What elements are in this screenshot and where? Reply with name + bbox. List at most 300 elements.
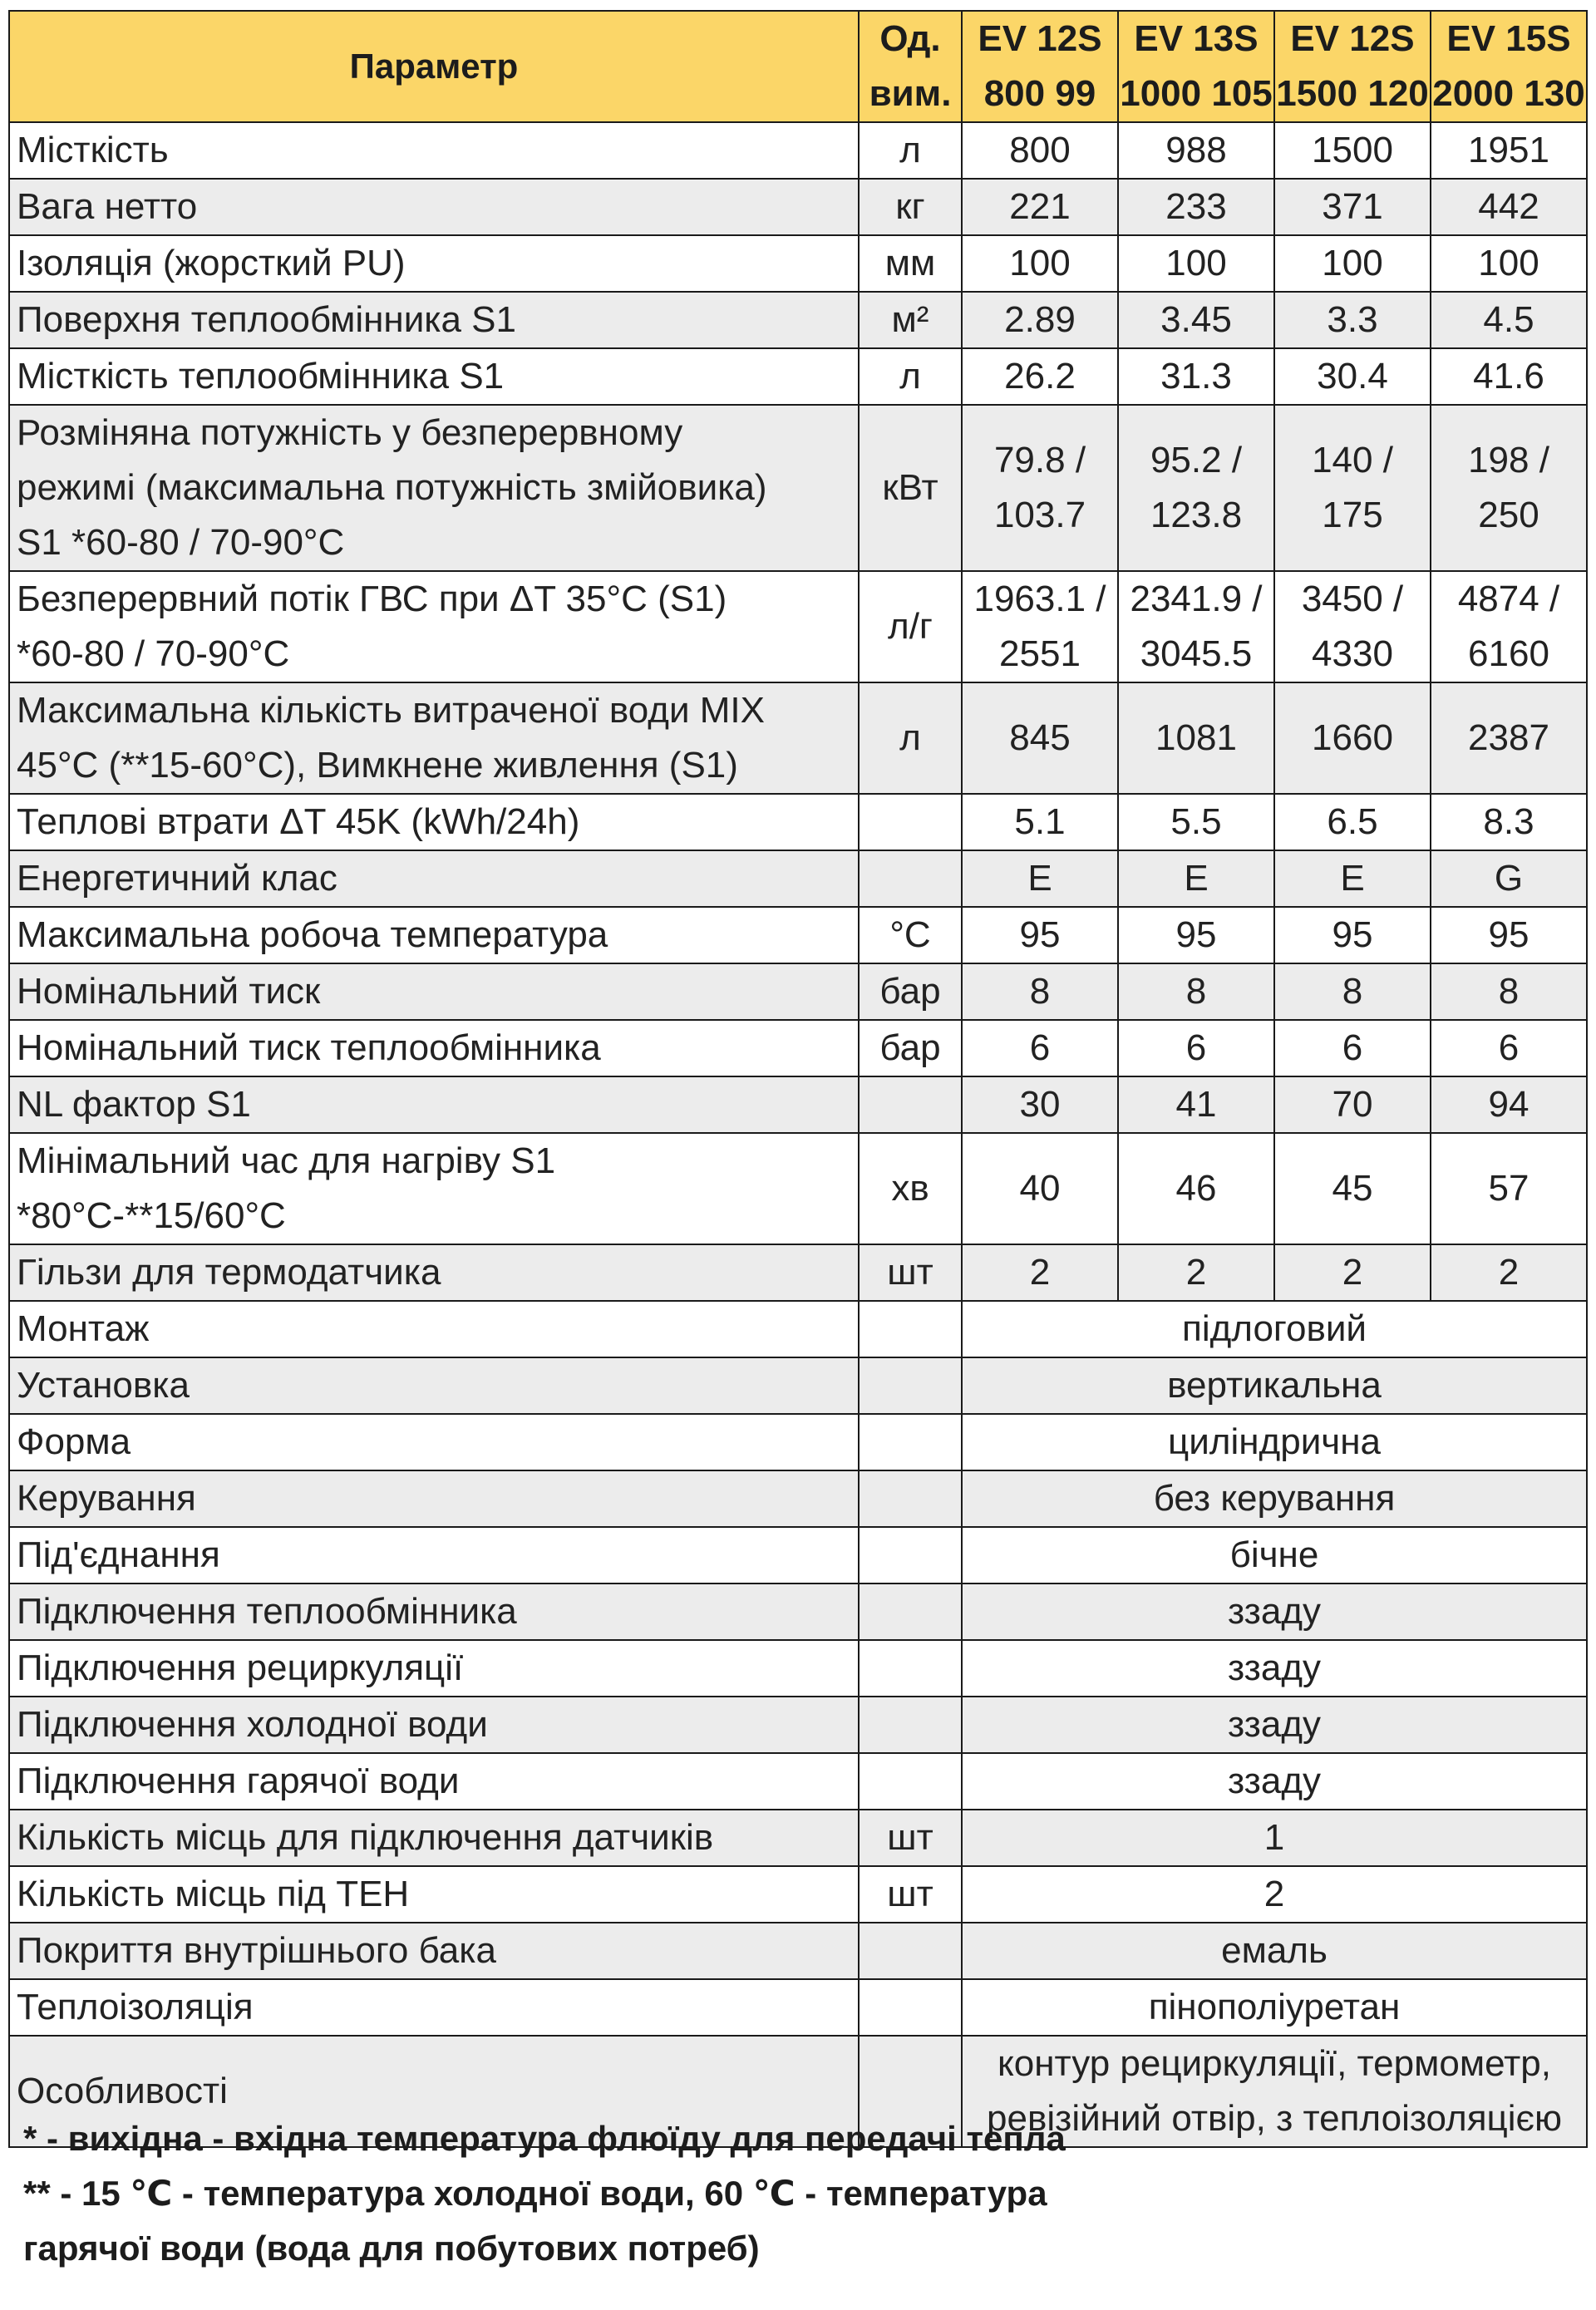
value-cell: [1274, 1076, 1431, 1133]
value-text: 103.7: [993, 495, 1086, 535]
value-text: без керування: [1153, 1478, 1396, 1519]
value-cell: [1274, 682, 1431, 794]
header-model-code: 800 99: [983, 73, 1096, 114]
value-cell: [1118, 907, 1274, 963]
table-row: [9, 907, 1587, 963]
table-row: [9, 850, 1587, 907]
param-text: Форма: [17, 1421, 131, 1462]
value-text: емаль: [1221, 1930, 1328, 1971]
unit-cell: л: [859, 348, 962, 405]
value-text: 442: [1478, 186, 1539, 227]
value-cell: [1118, 179, 1274, 235]
value-text: 41: [1175, 1084, 1217, 1125]
value-cell: [1274, 122, 1431, 179]
value-text: 6: [1342, 1027, 1363, 1068]
header-model-name: EV 12S: [978, 18, 1102, 59]
value-cell: [962, 292, 1118, 348]
value-text: бічне: [1229, 1534, 1319, 1575]
value-cell: [1274, 292, 1431, 348]
value-text: контур рециркуляції, термометр,: [998, 2043, 1551, 2084]
value-text: 2341.9 /: [1130, 579, 1263, 619]
param-text: S1 *60-80 / 70-90°C: [17, 522, 345, 563]
value-text: 2: [1264, 1874, 1285, 1914]
unit-cell: кг: [859, 179, 962, 235]
unit-cell: шт: [859, 1810, 962, 1866]
value-cell: [1431, 405, 1587, 571]
value-text: 79.8 /: [993, 440, 1086, 480]
value-cell: [1431, 122, 1587, 179]
param-cell: [9, 348, 859, 405]
table-row: [9, 1414, 1587, 1470]
param-text: Поверхня теплообмінника S1: [17, 299, 517, 340]
value-text: 221: [1009, 186, 1071, 227]
value-text: ззаду: [1228, 1591, 1321, 1632]
table-header: [9, 11, 1587, 122]
value-cell: [962, 179, 1118, 235]
value-cell-merged: [962, 1357, 1587, 1414]
header-model-name: EV 12S: [1290, 18, 1415, 59]
value-cell: [1274, 235, 1431, 292]
value-cell: [962, 850, 1118, 907]
value-cell: [1431, 235, 1587, 292]
value-text: ззаду: [1228, 1761, 1321, 1801]
table-row: [9, 348, 1587, 405]
table-row: [9, 235, 1587, 292]
value-cell-merged: [962, 1414, 1587, 1470]
value-text: 2: [1029, 1252, 1051, 1293]
value-cell: [1118, 571, 1274, 682]
value-text: 6: [1185, 1027, 1207, 1068]
param-text: *80°C-**15/60°C: [17, 1195, 286, 1236]
unit-cell: шт: [859, 1866, 962, 1923]
table-row: [9, 405, 1587, 571]
unit-cell: кВт: [859, 405, 962, 571]
value-text: ревізійний отвір, з теплоізоляцією: [987, 2098, 1562, 2139]
value-cell-merged: [962, 1697, 1587, 1753]
param-cell: [9, 1527, 859, 1584]
value-cell: [962, 122, 1118, 179]
unit-cell: [859, 1076, 962, 1133]
value-cell: [962, 963, 1118, 1020]
footnotes: [23, 2111, 1569, 2276]
value-text: 988: [1165, 130, 1227, 170]
table-row: [9, 1020, 1587, 1076]
value-cell-merged: [962, 1866, 1587, 1923]
header-model-name: EV 13S: [1134, 18, 1259, 59]
value-cell: [1118, 122, 1274, 179]
value-text: 8: [1029, 971, 1051, 1012]
value-text: 4.5: [1483, 299, 1534, 340]
value-text: 1660: [1312, 717, 1393, 758]
param-text: Максимальна кількість витраченої води MIX: [17, 690, 765, 731]
param-text: Мінімальний час для нагріву S1: [17, 1140, 556, 1181]
value-text: 95: [1488, 914, 1530, 955]
value-text: 30: [1019, 1084, 1061, 1125]
param-text: Енергетичний клас: [17, 858, 337, 899]
param-cell: [9, 794, 859, 850]
value-text: 1500: [1312, 130, 1393, 170]
header-model: [1274, 11, 1431, 122]
value-cell: [1118, 963, 1274, 1020]
value-text: E: [1184, 858, 1209, 899]
value-text: ззаду: [1228, 1704, 1321, 1745]
value-cell-merged: [962, 1979, 1587, 2036]
table-row: [9, 1301, 1587, 1357]
value-text: 95: [1332, 914, 1373, 955]
param-text: Особливості: [17, 2071, 228, 2111]
value-cell: [1118, 235, 1274, 292]
param-cell: [9, 1697, 859, 1753]
param-cell: [9, 179, 859, 235]
value-cell: [962, 1244, 1118, 1301]
unit-cell: [859, 1414, 962, 1470]
value-text: 6: [1029, 1027, 1051, 1068]
value-text: 845: [1009, 717, 1071, 758]
value-text: 2.89: [1004, 299, 1076, 340]
value-text: 6.5: [1327, 801, 1378, 842]
value-text: 198 /: [1468, 440, 1549, 480]
unit-cell: л: [859, 682, 962, 794]
value-text: 2: [1498, 1252, 1520, 1293]
value-cell-merged: [962, 1527, 1587, 1584]
value-cell: [962, 682, 1118, 794]
unit-cell: [859, 1640, 962, 1697]
value-text: 95: [1019, 914, 1061, 955]
value-cell: [1431, 794, 1587, 850]
table-row: [9, 1076, 1587, 1133]
value-text: 1963.1 /: [973, 579, 1106, 619]
value-text: 5.5: [1170, 801, 1222, 842]
table-row: [9, 1697, 1587, 1753]
param-cell: [9, 1244, 859, 1301]
value-text: циліндрична: [1168, 1421, 1381, 1462]
value-cell: [1118, 794, 1274, 850]
value-cell: [1431, 682, 1587, 794]
param-cell: [9, 1020, 859, 1076]
table-row: [9, 1133, 1587, 1244]
param-text: Установка: [17, 1365, 190, 1406]
value-cell: [1431, 292, 1587, 348]
value-cell: [1118, 348, 1274, 405]
unit-cell: [859, 1301, 962, 1357]
value-text: пінополіуретан: [1148, 1987, 1401, 2027]
value-text: 5.1: [1014, 801, 1066, 842]
param-cell: [9, 292, 859, 348]
param-text: Місткість: [17, 130, 169, 170]
header-model-code: 1000 105: [1120, 73, 1273, 114]
param-cell: [9, 1923, 859, 1979]
param-text: Теплові втрати ΔT 45K (kWh/24h): [17, 801, 580, 842]
value-cell: [962, 794, 1118, 850]
param-text: Номінальний тиск: [17, 971, 321, 1012]
value-cell: [1431, 1076, 1587, 1133]
value-text: 123.8: [1150, 495, 1243, 535]
value-text: 70: [1332, 1084, 1373, 1125]
value-cell: [1274, 1133, 1431, 1244]
value-cell: [1118, 1133, 1274, 1244]
value-text: 100: [1165, 243, 1227, 283]
table-row: [9, 122, 1587, 179]
unit-cell: [859, 1470, 962, 1527]
value-text: 1951: [1468, 130, 1549, 170]
param-text: Місткість теплообмінника S1: [17, 356, 505, 396]
table-row: [9, 179, 1587, 235]
value-text: 4874 /: [1457, 579, 1560, 619]
value-text: вертикальна: [1167, 1365, 1382, 1406]
table-body: [9, 122, 1587, 2147]
param-cell: [9, 1133, 859, 1244]
param-cell: [9, 1470, 859, 1527]
table-row: [9, 571, 1587, 682]
unit-cell: л/г: [859, 571, 962, 682]
param-cell: [9, 682, 859, 794]
footnote-line: ** - 15 ℃ - температура холодної води, 60 ℃ - температура: [23, 2174, 1047, 2213]
value-cell: [1118, 292, 1274, 348]
value-text: 94: [1488, 1084, 1530, 1125]
param-text: Під'єднання: [17, 1534, 220, 1575]
value-text: 40: [1019, 1168, 1061, 1209]
param-text: Вага нетто: [17, 186, 198, 227]
param-text: Кількість місць під ТЕН: [17, 1874, 410, 1914]
header-param: Параметр: [9, 11, 859, 122]
param-cell: [9, 571, 859, 682]
value-cell-merged: [962, 1470, 1587, 1527]
unit-cell: [859, 1697, 962, 1753]
value-text: 3.45: [1160, 299, 1232, 340]
unit-cell: бар: [859, 963, 962, 1020]
value-text: 1081: [1155, 717, 1237, 758]
unit-cell: м²: [859, 292, 962, 348]
value-text: 233: [1165, 186, 1227, 227]
param-text: Підключення теплообмінника: [17, 1591, 517, 1632]
param-text: Підключення рециркуляції: [17, 1648, 464, 1688]
param-text: Підключення гарячої води: [17, 1761, 460, 1801]
value-text: 31.3: [1160, 356, 1232, 396]
value-cell: [1431, 963, 1587, 1020]
value-text: 26.2: [1004, 356, 1076, 396]
header-model-code: 1500 120: [1276, 73, 1429, 114]
unit-cell: [859, 1923, 962, 1979]
value-text: 3450 /: [1301, 579, 1404, 619]
value-text: 2: [1342, 1252, 1363, 1293]
param-text: Гільзи для термодатчика: [17, 1252, 441, 1293]
value-cell: [1431, 1133, 1587, 1244]
param-cell: [9, 1640, 859, 1697]
value-text: 3.3: [1327, 299, 1378, 340]
value-cell: [1431, 907, 1587, 963]
value-cell: [1118, 682, 1274, 794]
table-row: [9, 1640, 1587, 1697]
param-cell: [9, 1979, 859, 2036]
value-text: підлоговий: [1182, 1308, 1367, 1349]
value-cell: [1274, 405, 1431, 571]
value-cell-merged: [962, 1923, 1587, 1979]
param-cell: [9, 963, 859, 1020]
footnote-line: * - вихідна - вхідна температура флюїду для передачі тепла: [23, 2119, 1066, 2158]
value-cell-merged: [962, 1301, 1587, 1357]
value-text: 95: [1175, 914, 1217, 955]
unit-cell: хв: [859, 1133, 962, 1244]
unit-cell: л: [859, 122, 962, 179]
unit-cell: [859, 850, 962, 907]
value-text: 100: [1478, 243, 1539, 283]
value-text: 8.3: [1483, 801, 1534, 842]
header-model-code: 2000 130: [1432, 73, 1585, 114]
table-row: [9, 292, 1587, 348]
value-cell: [962, 348, 1118, 405]
param-text: Покриття внутрішнього бака: [17, 1930, 496, 1971]
param-text: Розміняна потужність у безперервному: [17, 412, 683, 453]
unit-cell: шт: [859, 1244, 962, 1301]
value-cell: [1118, 405, 1274, 571]
unit-cell: [859, 1527, 962, 1584]
value-text: 175: [1322, 495, 1383, 535]
table-row: [9, 1584, 1587, 1640]
param-text: Підключення холодної води: [17, 1704, 488, 1745]
param-cell: [9, 1866, 859, 1923]
value-cell: [1274, 1244, 1431, 1301]
param-text: Керування: [17, 1478, 196, 1519]
param-cell: [9, 122, 859, 179]
value-text: 57: [1488, 1168, 1530, 1209]
param-cell: [9, 1357, 859, 1414]
value-cell: [1118, 1244, 1274, 1301]
table-row: [9, 1357, 1587, 1414]
table-row: [9, 963, 1587, 1020]
param-text: 45°C (**15-60°C), Вимкнене живлення (S1): [17, 745, 738, 786]
value-cell: [962, 1020, 1118, 1076]
param-text: режимі (максимальна потужність змійовика): [17, 467, 767, 508]
param-text: Ізоляція (жорсткий PU): [17, 243, 406, 283]
value-cell: [1431, 348, 1587, 405]
value-text: 30.4: [1317, 356, 1388, 396]
param-text: Кількість місць для підключення датчиків: [17, 1817, 714, 1858]
value-text: E: [1340, 858, 1365, 899]
value-text: 4330: [1312, 633, 1393, 674]
value-cell: [1274, 179, 1431, 235]
value-cell: [1274, 571, 1431, 682]
value-text: 140 /: [1312, 440, 1393, 480]
param-text: Безперервний потік ГВС при ΔT 35°C (S1): [17, 579, 727, 619]
value-cell: [1431, 1244, 1587, 1301]
table-row: [9, 1244, 1587, 1301]
table-row: [9, 682, 1587, 794]
value-cell: [1274, 348, 1431, 405]
value-cell-merged: [962, 1640, 1587, 1697]
table-row: [9, 1527, 1587, 1584]
value-text: 371: [1322, 186, 1383, 227]
header-model: [962, 11, 1118, 122]
param-text: Теплоізоляція: [17, 1987, 254, 2027]
param-cell: [9, 907, 859, 963]
param-cell: [9, 1753, 859, 1810]
value-text: 100: [1322, 243, 1383, 283]
value-text: 1: [1264, 1817, 1285, 1858]
value-text: 6160: [1468, 633, 1549, 674]
value-text: 2387: [1468, 717, 1549, 758]
param-cell: [9, 1301, 859, 1357]
param-text: Номінальний тиск теплообмінника: [17, 1027, 601, 1068]
value-cell: [1431, 1020, 1587, 1076]
value-cell-merged: [962, 1584, 1587, 1640]
table-row: [9, 1923, 1587, 1979]
unit-cell: [859, 1979, 962, 2036]
value-text: ззаду: [1228, 1648, 1321, 1688]
param-text: Монтаж: [17, 1308, 150, 1349]
value-cell: [1431, 850, 1587, 907]
footnote-line: гарячої води (вода для побутових потреб): [23, 2229, 760, 2268]
value-cell: [962, 571, 1118, 682]
value-text: 41.6: [1473, 356, 1544, 396]
value-text: 100: [1009, 243, 1071, 283]
value-cell: [962, 1076, 1118, 1133]
value-cell: [962, 235, 1118, 292]
value-text: 250: [1478, 495, 1539, 535]
unit-cell: °C: [859, 907, 962, 963]
value-text: 3045.5: [1140, 633, 1253, 674]
table-row: [9, 1810, 1587, 1866]
table-row: [9, 1979, 1587, 2036]
header-model: [1431, 11, 1587, 122]
header-model-name: EV 15S: [1446, 18, 1571, 59]
param-cell: [9, 1414, 859, 1470]
unit-cell: мм: [859, 235, 962, 292]
value-text: 8: [1498, 971, 1520, 1012]
value-cell: [1431, 179, 1587, 235]
unit-cell: [859, 1584, 962, 1640]
table-row: [9, 1753, 1587, 1810]
header-unit-line: Од.: [879, 18, 941, 59]
value-cell: [1274, 963, 1431, 1020]
unit-cell: [859, 1753, 962, 1810]
param-cell: [9, 1584, 859, 1640]
unit-cell: бар: [859, 1020, 962, 1076]
unit-cell: [859, 1357, 962, 1414]
value-text: 46: [1175, 1168, 1217, 1209]
param-cell: [9, 850, 859, 907]
unit-cell: [859, 794, 962, 850]
table-row: [9, 1470, 1587, 1527]
value-text: G: [1494, 858, 1524, 899]
param-text: NL фактор S1: [17, 1084, 251, 1125]
value-cell: [1274, 850, 1431, 907]
value-cell: [1431, 571, 1587, 682]
value-text: 45: [1332, 1168, 1373, 1209]
param-cell: [9, 405, 859, 571]
header-model: [1118, 11, 1274, 122]
param-text: *60-80 / 70-90°C: [17, 633, 290, 674]
value-text: 2551: [999, 633, 1081, 674]
param-cell: [9, 1076, 859, 1133]
value-text: 800: [1009, 130, 1071, 170]
value-cell-merged: [962, 1810, 1587, 1866]
value-cell: [1274, 907, 1431, 963]
value-cell: [962, 907, 1118, 963]
param-cell: [9, 1810, 859, 1866]
value-text: 6: [1498, 1027, 1520, 1068]
value-cell: [1118, 850, 1274, 907]
value-cell: [962, 1133, 1118, 1244]
value-cell-merged: [962, 1753, 1587, 1810]
table-row: [9, 1866, 1587, 1923]
param-cell: [9, 235, 859, 292]
value-text: 8: [1185, 971, 1207, 1012]
value-cell: [1274, 1020, 1431, 1076]
value-text: 8: [1342, 971, 1363, 1012]
header-unit-line: вим.: [869, 73, 952, 114]
header-unit: [859, 11, 962, 122]
value-cell: [962, 405, 1118, 571]
